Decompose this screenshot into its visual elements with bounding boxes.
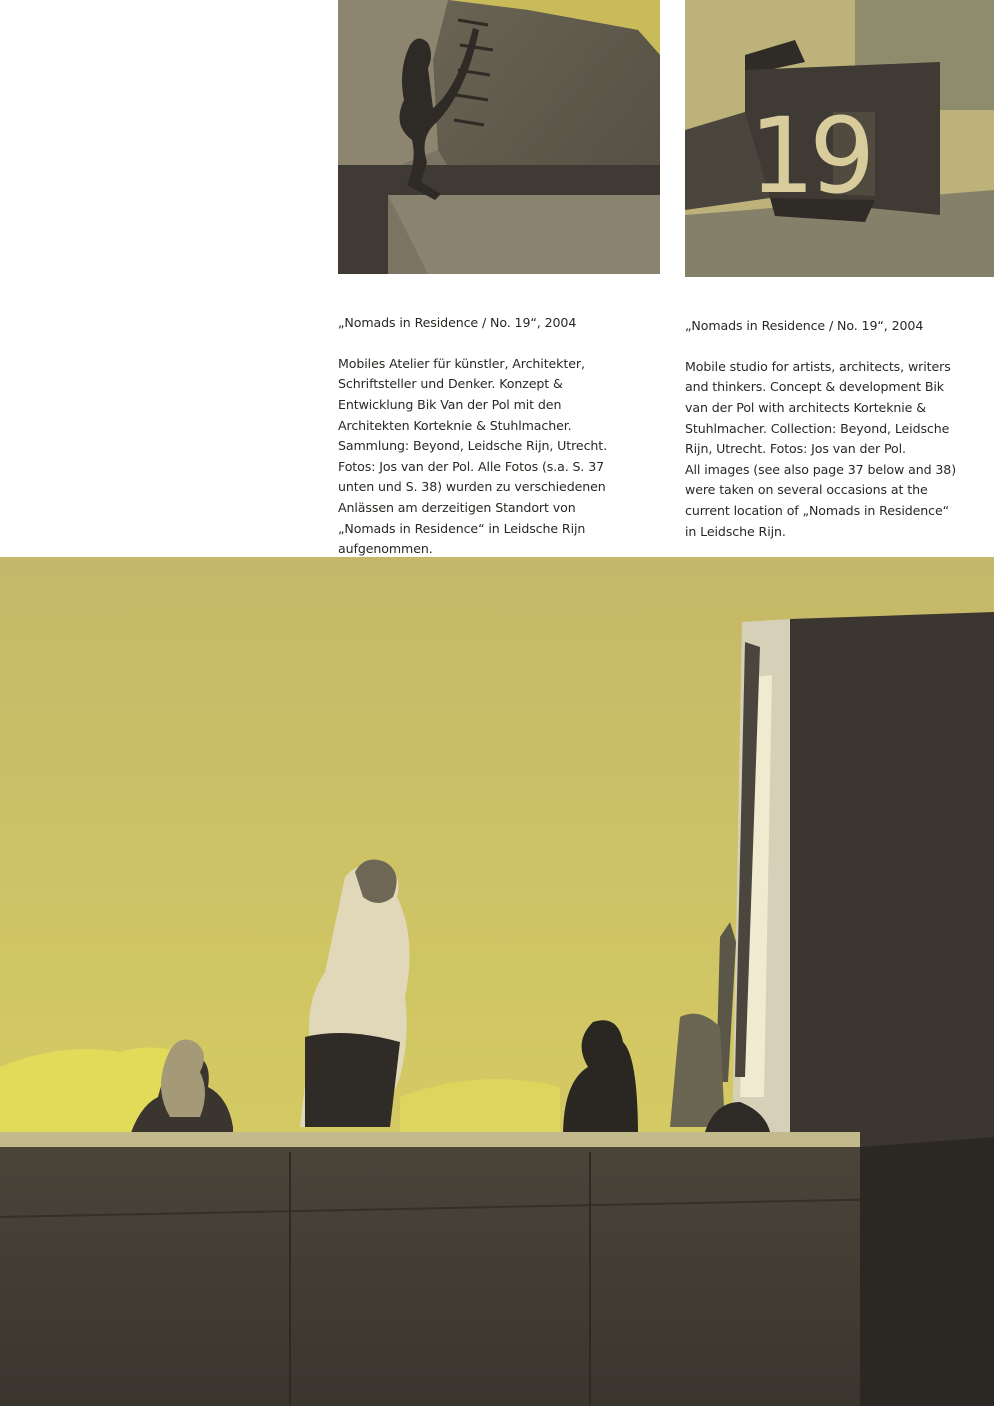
caption-english-body: Mobile studio for artists, architects, writers and thinkers. Concept & development Bik van der Pol with architects Korteknie & Stuhlmacher. Collection: Beyond, Leidsche Rijn, Utrecht. Fotos: Jos van der Pol. All images (see also page 37 below and 38) were taken on several occasions at the current location of „Nomads in Residence“ in Leidsche Rijn. — [685, 358, 957, 539]
caption-english-title: „Nomads in Residence / No. 19“, 2004 — [685, 317, 924, 333]
installation-number-19: 19 — [749, 95, 870, 217]
caption-german — [338, 292, 658, 560]
caption-english — [685, 295, 994, 542]
photo-rooftop-people — [0, 557, 994, 1406]
photo-person-climbing — [338, 0, 660, 274]
caption-german-body: Mobiles Atelier für künstler, Architekter, Schriftsteller und Denker. Konzept & Entwicklung Bik Van der Pol mit den Architekten Korteknie & Stuhlmacher. Sammlung: Beyond, Leidsche Rijn, Utrecht. Fotos: Jos van der Pol. Alle Fotos (s.a. S. 37 unten und S. 38) wurden zu verschiedenen Anlässen am derzeitigen Standort von „Nomads in Residence“ in Leidsche Rijn aufgenommen. — [338, 355, 608, 557]
caption-german-title: „Nomads in Residence / No. 19“, 2004 — [338, 314, 577, 330]
photo-installation-19 — [685, 0, 994, 277]
